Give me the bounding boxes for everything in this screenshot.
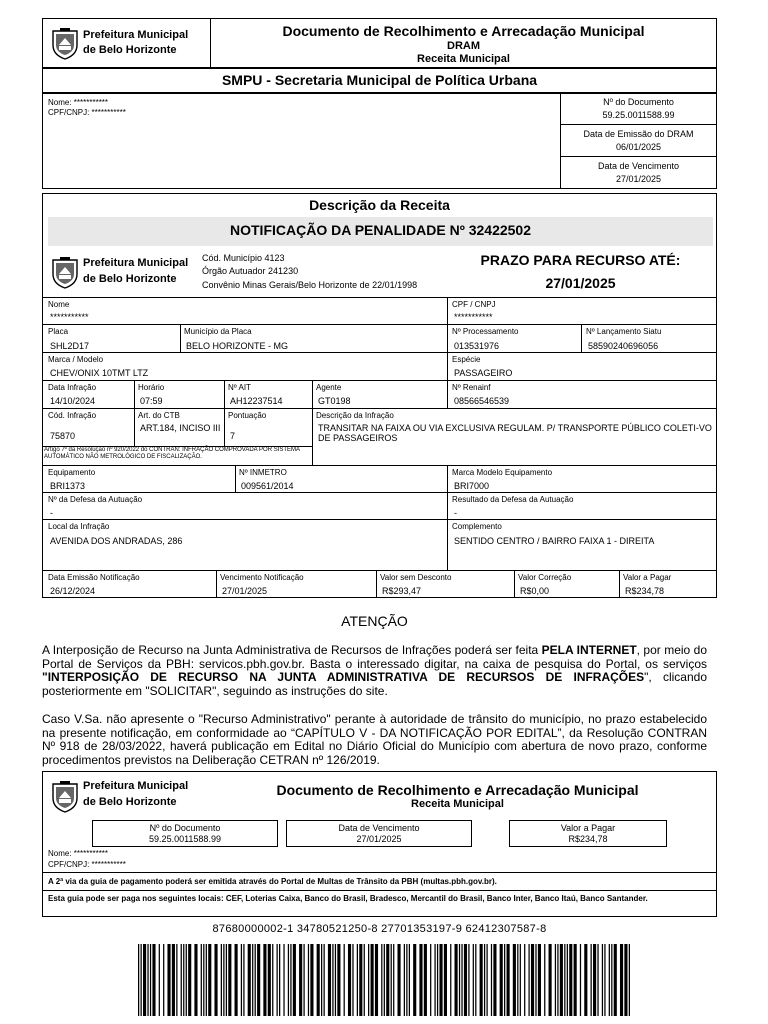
doc-number-value: 59.25.0011588.99: [602, 110, 675, 120]
stub-info-payment-locations: Esta guia pode ser paga nos seguintes locais: CEF, Loterias Caixa, Banco do Brasil, Bradesco, Mercantil do Brasil, Banco Inter, Banco Itaú, Banco Santander.: [48, 894, 648, 903]
due-date-label: Data de Vencimento: [597, 161, 680, 171]
field-label-descricao: Descrição da Infração: [316, 411, 394, 420]
municipio-code: Cód. Município 4123: [202, 253, 285, 263]
appeal-deadline-value: 27/01/2025: [545, 275, 616, 291]
field-label-data-infracao: Data Infração: [48, 383, 97, 392]
field-label-vencimento-notificacao: Vencimento Notificação: [220, 573, 304, 582]
field-label-defesa: Nº da Defesa da Autuação: [48, 495, 143, 504]
doc-number-label: Nº do Documento: [603, 97, 674, 107]
receita-title: Descrição da Receita: [309, 197, 450, 213]
field-complemento: SENTIDO CENTRO / BAIRRO FAIXA 1 - DIREITA: [454, 536, 655, 546]
payer-name: Nome: ***********: [48, 98, 109, 107]
field-label-valor-sem-desconto: Valor sem Desconto: [380, 573, 452, 582]
field-valor-correcao: R$0,00: [520, 586, 550, 596]
field-label-cod-infracao: Cód. Infração: [48, 411, 97, 420]
notification-number: NOTIFICAÇÃO DA PENALIDADE Nº 32422502: [230, 222, 531, 238]
stub-doc-number-label: Nº do Documento: [149, 823, 221, 833]
field-label-pontuacao: Pontuação: [228, 411, 267, 420]
field-label-local: Local da Infração: [48, 522, 110, 531]
stub-info-second-copy: A 2ª via da guia de pagamento poderá ser emitida através do Portal de Multas de Trânsito da PBH (multas.pbh.gov.br).: [48, 877, 497, 886]
field-label-emissao-notificacao: Data Emissão Notificação: [48, 573, 140, 582]
doc-title: Documento de Recolhimento e Arrecadação Municipal: [282, 23, 645, 39]
field-label-horario: Horário: [138, 383, 165, 392]
field-marca-modelo: CHEV/ONIX 10TMT LTZ: [50, 368, 149, 378]
field-data-infracao: 14/10/2024: [50, 396, 96, 406]
doc-subtitle-dram: DRAM: [447, 40, 480, 52]
coat-of-arms-icon: [50, 256, 80, 289]
field-valor-pagar: R$234,78: [625, 586, 665, 596]
field-label-lancamento: Nº Lançamento Siatu: [586, 327, 662, 336]
field-marca-equipamento: BRI7000: [454, 481, 490, 491]
field-valor-sem-desconto: R$293,47: [382, 586, 422, 596]
stub-amount-label: Valor a Pagar: [560, 823, 616, 833]
field-label-resultado-defesa: Resultado da Defesa da Autuação: [452, 495, 574, 504]
field-label-equipamento: Equipamento: [48, 468, 96, 477]
field-emissao-notificacao: 26/12/2024: [50, 586, 96, 596]
field-ait: AH12237514: [230, 396, 283, 406]
field-resultado-defesa: -: [454, 508, 457, 518]
stub-due-date-label: Data de Vencimento: [338, 823, 420, 833]
field-label-ait: Nº AIT: [228, 383, 251, 392]
field-pontuacao: 7: [230, 431, 236, 441]
field-art-ctb: ART.184, INCISO III: [140, 423, 221, 433]
digitable-line: 87680000002-1 34780521250-8 27701353197-9 62412307587-8: [212, 923, 547, 935]
field-label-processamento: Nº Processamento: [452, 327, 519, 336]
doc-subtitle-receita: Receita Municipal: [417, 53, 510, 65]
field-label-renainf: Nº Renainf: [452, 383, 491, 392]
field-nome: ***********: [50, 312, 89, 322]
orgao-autuador: Órgão Autuador 241230: [202, 266, 299, 276]
stub-title: Documento de Recolhimento e Arrecadação Municipal: [276, 782, 639, 798]
field-label-especie: Espécie: [452, 355, 481, 364]
org-name-line2: de Belo Horizonte: [83, 796, 177, 808]
secretaria-title: SMPU - Secretaria Municipal de Política Urbana: [221, 72, 538, 88]
field-defesa: -: [50, 508, 53, 518]
field-label-agente: Agente: [316, 383, 342, 392]
field-processamento: 013531976: [454, 341, 500, 351]
convenio: Convênio Minas Gerais/Belo Horizonte de 22/01/1998: [202, 280, 418, 290]
field-label-valor-correcao: Valor Correção: [518, 573, 572, 582]
stub-subtitle: Receita Municipal: [411, 798, 504, 810]
attention-paragraph-2: Caso V.Sa. não apresente o "Recurso Administrativo" perante à autoridade de trânsito do município, no prazo estabelecido na presente notificação, em conformidade ao “CAPÍTULO V - DA NOTIFICAÇÃO POR EDITAL”, da Resolução CONTRAN Nº 918 de 28/03/2022, haverá publicação em Edital no Diário Oficial do Município com abertura de novo prazo, conforme procedimentos previstos na Deliberação CETRAN nº 126/2019.: [42, 712, 707, 767]
field-label-marca-modelo: Marca / Modelo: [48, 355, 104, 364]
field-label-art-ctb: Art. do CTB: [138, 411, 180, 420]
stub-amount-value: R$234,78: [568, 834, 608, 844]
field-label-marca-equipamento: Marca Modelo Equipamento: [452, 468, 553, 477]
due-date-value: 27/01/2025: [615, 174, 662, 184]
stub-payer-name: Nome: ***********: [48, 849, 109, 858]
org-name-line1: Prefeitura Municipal: [83, 257, 189, 269]
stub-payer-cpf: CPF/CNPJ: ***********: [48, 860, 126, 869]
field-inmetro: 009561/2014: [241, 481, 294, 491]
org-name-line2: de Belo Horizonte: [83, 273, 177, 285]
field-equipamento: BRI1373: [50, 481, 86, 491]
coat-of-arms-icon: [50, 780, 80, 813]
field-label-placa: Placa: [48, 327, 69, 336]
field-municipio-placa: BELO HORIZONTE - MG: [186, 341, 289, 351]
field-placa: SHL2D17: [50, 341, 90, 351]
issue-date-value: 06/01/2025: [615, 142, 662, 152]
field-horario: 07:59: [140, 396, 163, 406]
field-label-municipio-placa: Município da Placa: [184, 327, 252, 336]
field-renainf: 08566546539: [454, 396, 510, 406]
appeal-deadline-label: PRAZO PARA RECURSO ATÉ:: [480, 252, 681, 268]
field-vencimento-notificacao: 27/01/2025: [222, 586, 268, 596]
stub-due-date-value: 27/01/2025: [356, 834, 402, 844]
attention-title: ATENÇÃO: [341, 613, 408, 629]
field-especie: PASSAGEIRO: [454, 368, 513, 378]
field-descricao: TRANSITAR NA FAIXA OU VIA EXCLUSIVA REGULAM. P/ TRANSPORTE PÚBLICO COLETI-VO DE PASSAGEIROS: [318, 423, 712, 443]
field-label-inmetro: Nº INMETRO: [239, 468, 287, 477]
payer-cpf: CPF/CNPJ: ***********: [48, 108, 126, 117]
field-cpf: ***********: [454, 312, 493, 322]
artigo-note: Artigo 7º da Resolução nº 920/2022 do CONTRAN: INFRAÇÃO COMPROVADA POR SISTEMA AUTOMÁTICO NÃO METROLÓGICO DE FISCALIZAÇÃO.: [44, 447, 300, 460]
field-label-valor-pagar: Valor a Pagar: [623, 573, 672, 582]
field-agente: GT0198: [318, 396, 351, 406]
org-name-line1: Prefeitura Municipal: [83, 29, 189, 41]
org-name-line2: de Belo Horizonte: [83, 44, 177, 56]
barcode: [138, 944, 630, 1016]
attention-paragraph-1: A Interposição de Recurso na Junta Administrativa de Recursos de Infrações poderá ser feita PELA INTERNET, por meio do Portal de Serviços da PBH: servicos.pbh.gov.br. Basta o interessado digitar, na caixa de pesquisa do Portal, os serviços "INTERPOSIÇÃO DE RECURSO NA JUNTA ADMINISTRATIVA DE RECURSOS DE INFRAÇÕES", clicando posteriormente em "SOLICITAR", seguindo as instruções do site.: [42, 643, 707, 698]
field-label-cpf: CPF / CNPJ: [452, 300, 496, 309]
field-cod-infracao: 75870: [50, 431, 76, 441]
stub-doc-number-value: 59.25.0011588.99: [149, 834, 221, 844]
org-name-line1: Prefeitura Municipal: [83, 780, 189, 792]
field-local: AVENIDA DOS ANDRADAS, 286: [50, 536, 183, 546]
issue-date-label: Data de Emissão do DRAM: [583, 129, 694, 139]
field-lancamento: 58590240696056: [588, 341, 659, 351]
field-label-nome: Nome: [48, 300, 70, 309]
field-label-complemento: Complemento: [452, 522, 502, 531]
coat-of-arms-icon: [50, 27, 80, 60]
